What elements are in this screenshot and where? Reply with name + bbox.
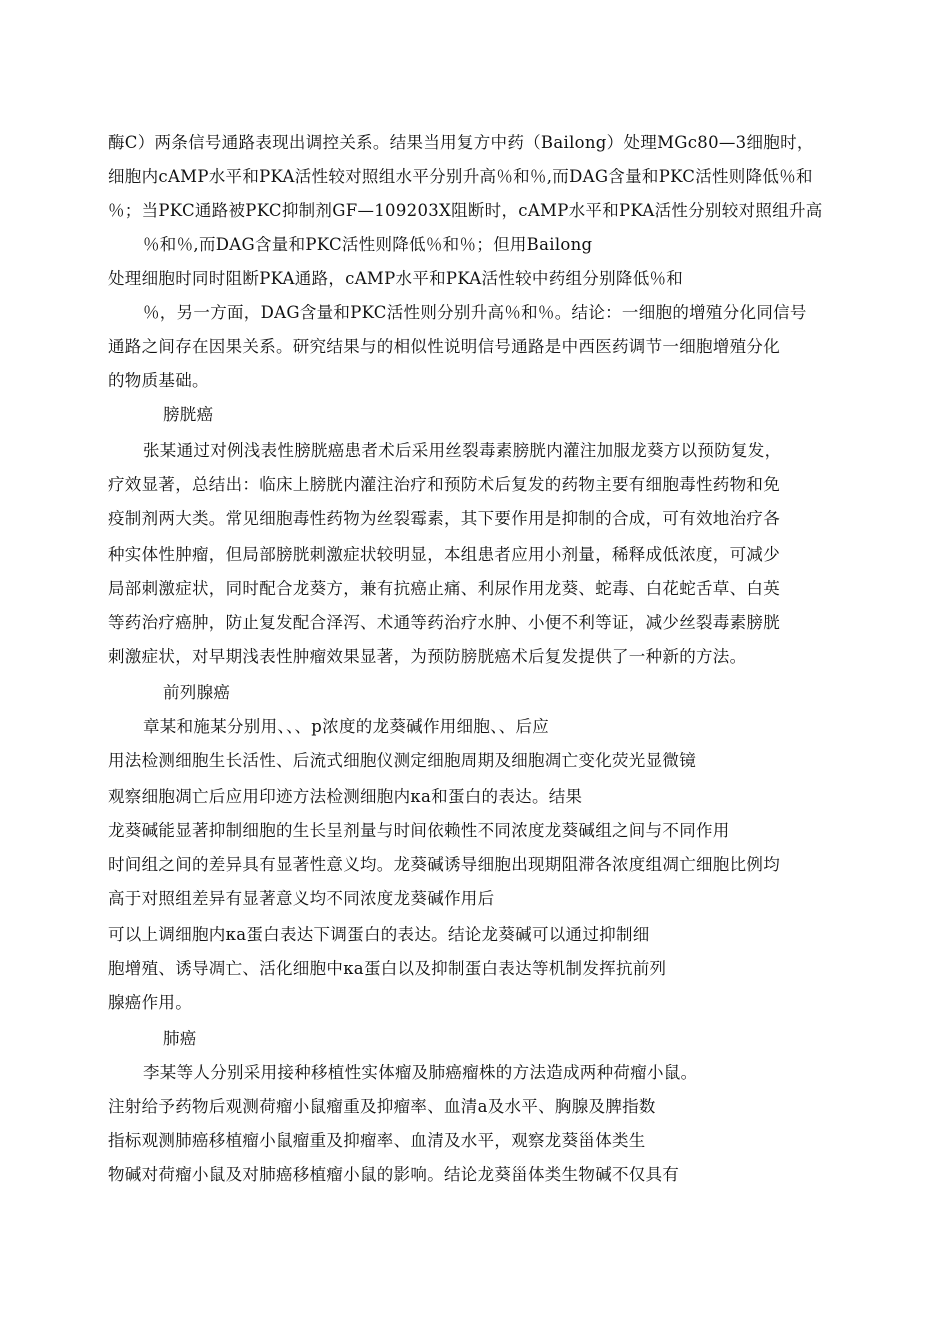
section-heading-bladder-cancer: 膀胱癌 bbox=[163, 405, 214, 424]
section-heading-prostate-cancer: 前列腺癌 bbox=[163, 683, 231, 702]
paragraph-line: 高于对照组差异有显著意义均不同浓度龙葵碱作用后 bbox=[108, 889, 495, 908]
paragraph-line: 的物质基础。 bbox=[108, 371, 209, 390]
paragraph-line: 酶C）两条信号通路表现出调控关系。结果当用复方中药（Bailong）处理MGc80—3细胞时， bbox=[108, 133, 814, 152]
paragraph-line: 用法检测细胞生长活性、后流式细胞仪测定细胞周期及细胞凋亡变化荧光显微镜 bbox=[108, 751, 696, 770]
paragraph-line: 龙葵碱能显著抑制细胞的生长呈剂量与时间依赖性不同浓度龙葵碱组之间与不同作用 bbox=[108, 821, 730, 840]
paragraph-line: 疗效显著，总结出：临床上膀胱内灌注治疗和预防术后复发的药物主要有细胞毒性药物和免 bbox=[108, 475, 780, 494]
paragraph-line: 指标观测肺癌移植瘤小鼠瘤重及抑瘤率、血清及水平，观察龙葵甾体类生 bbox=[108, 1131, 646, 1150]
paragraph-line: 可以上调细胞内κa蛋白表达下调蛋白的表达。结论龙葵碱可以通过抑制细 bbox=[108, 925, 650, 944]
paragraph-line: 疫制剂两大类。常见细胞毒性药物为丝裂霉素，其下要作用是抑制的合成，可有效地治疗各 bbox=[108, 509, 780, 528]
paragraph-line: ％和％,而DAG含量和PKC活性则降低％和％；但用Bailong bbox=[143, 235, 593, 254]
paragraph-line: 时间组之间的差异具有显著性意义均。龙葵碱诱导细胞出现期阻滞各浓度组凋亡细胞比例均 bbox=[108, 855, 780, 874]
paragraph-line: 张某通过对例浅表性膀胱癌患者术后采用丝裂毒素膀胱内灌注加服龙葵方以预防复发， bbox=[143, 441, 782, 460]
paragraph-line: ％；当PKC通路被PKC抑制剂GF—109203X阻断时，cAMP水平和PKA活性分别较对照组升高 bbox=[108, 201, 823, 220]
paragraph-line: 物碱对荷瘤小鼠及对肺癌移植瘤小鼠的影响。结论龙葵甾体类生物碱不仅具有 bbox=[108, 1165, 680, 1184]
paragraph-line: 种实体性肿瘤，但局部膀胱刺激症状较明显，本组患者应用小剂量，稀释成低浓度，可减少 bbox=[108, 545, 780, 564]
paragraph-line: 细胞内cAMP水平和PKA活性较对照组水平分别升高％和％,而DAG含量和PKC活性则降低％和 bbox=[108, 167, 813, 186]
paragraph-line: 处理细胞时同时阻断PKA通路，cAMP水平和PKA活性较中药组分别降低％和 bbox=[108, 269, 684, 288]
paragraph-line: 章某和施某分别用、、、p浓度的龙葵碱作用细胞、、后应 bbox=[143, 717, 550, 736]
paragraph-line: 等药治疗癌肿，防止复发配合泽泻、术通等药治疗水肿、小便不利等证，减少丝裂毒素膀胱 bbox=[108, 613, 780, 632]
paragraph-line: 刺激症状，对早期浅表性肿瘤效果显著，为预防膀胱癌术后复发提供了一种新的方法。 bbox=[108, 647, 747, 666]
paragraph-line: 观察细胞凋亡后应用印迹方法检测细胞内κa和蛋白的表达。结果 bbox=[108, 787, 583, 806]
paragraph-line: 李某等人分别采用接种移植性实体瘤及肺癌瘤株的方法造成两种荷瘤小鼠。 bbox=[143, 1063, 698, 1082]
paragraph-line: ％，另一方面，DAG含量和PKC活性则分别升高％和％。结论：一细胞的增殖分化同信号 bbox=[143, 303, 807, 322]
paragraph-line: 通路之间存在因果关系。研究结果与的相似性说明信号通路是中西医药调节一细胞增殖分化 bbox=[108, 337, 780, 356]
paragraph-line: 胞增殖、诱导凋亡、活化细胞中κa蛋白以及抑制蛋白表达等机制发挥抗前列 bbox=[108, 959, 667, 978]
section-heading-lung-cancer: 肺癌 bbox=[163, 1029, 197, 1048]
paragraph-line: 腺癌作用。 bbox=[108, 993, 192, 1012]
paragraph-line: 局部刺激症状，同时配合龙葵方，兼有抗癌止痛、利尿作用龙葵、蛇毒、白花蛇舌草、白英 bbox=[108, 579, 780, 598]
paragraph-line: 注射给予药物后观测荷瘤小鼠瘤重及抑瘤率、血清a及水平、胸腺及脾指数 bbox=[108, 1097, 656, 1116]
